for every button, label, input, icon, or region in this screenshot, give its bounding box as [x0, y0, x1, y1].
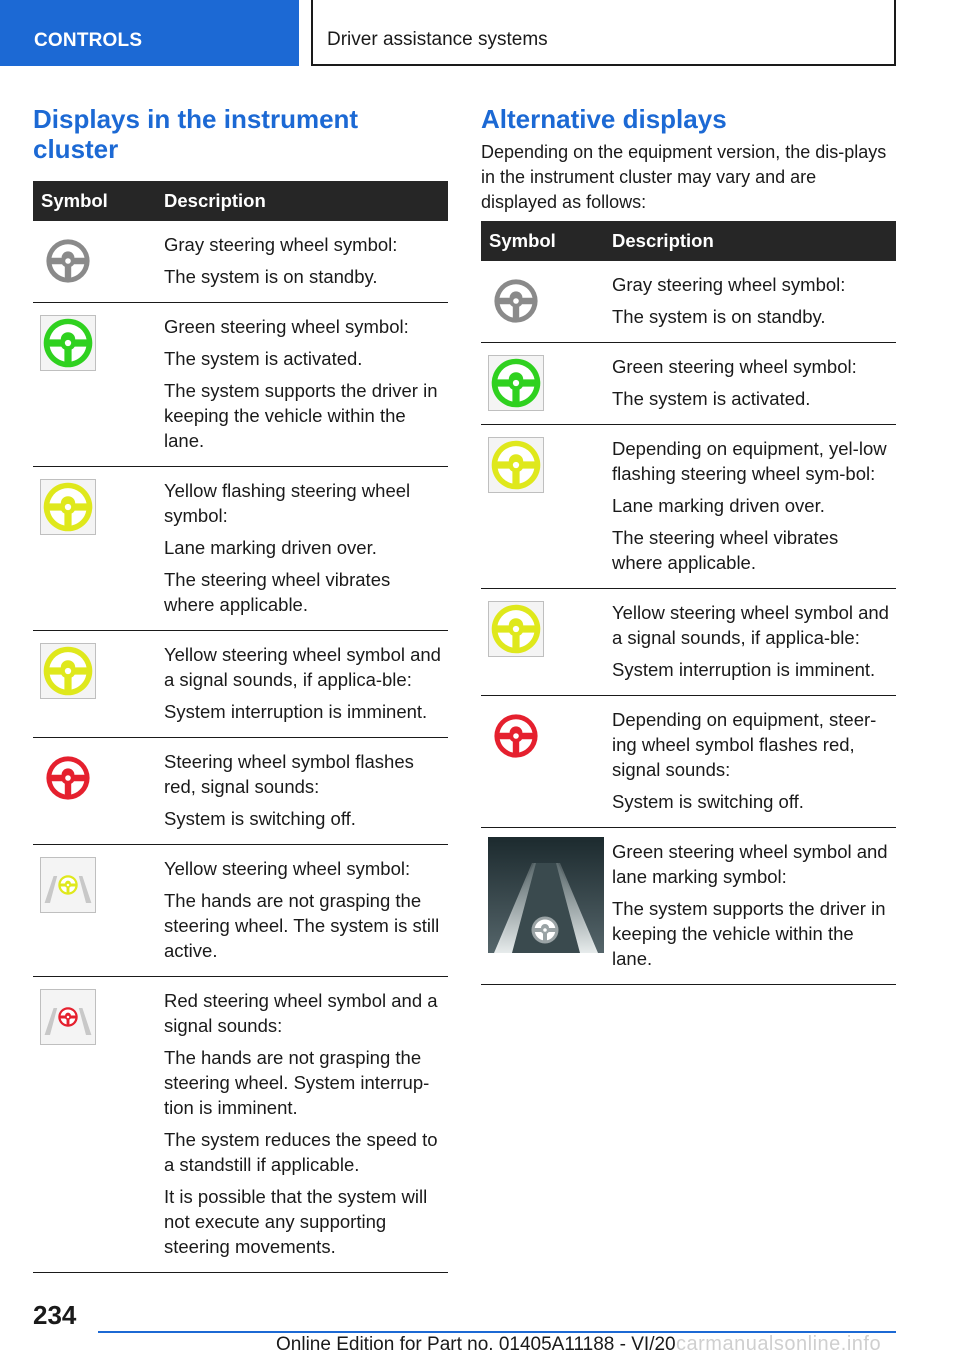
description-line: The system reduces the speed to a standstill if applicable.: [164, 1129, 438, 1175]
description-cell: [158, 738, 448, 845]
steering-wheel-green-icon: [40, 315, 96, 371]
description-line: The hands are not grasping the steering wheel. The system is still active.: [164, 890, 440, 961]
steering-wheel-green-icon: [488, 355, 544, 411]
table-row: [481, 696, 896, 828]
symbol-cell: [33, 977, 158, 1273]
right-table-body: [481, 261, 896, 985]
table-row: [481, 828, 896, 985]
left-column: [33, 104, 448, 1273]
description-cell: [606, 589, 896, 696]
table-row: [33, 221, 448, 303]
description-line: The system is activated.: [612, 388, 811, 409]
description-cell: [606, 828, 896, 985]
description-line: Yellow flashing steering wheel symbol:: [164, 480, 411, 526]
description-line: Depending on equipment, yel-low flashing steering wheel sym-bol:: [612, 438, 887, 484]
description-line: Gray steering wheel symbol:: [612, 274, 846, 295]
table-row: [33, 631, 448, 738]
symbol-cell: [33, 221, 158, 303]
description-line: System interruption is imminent.: [612, 659, 876, 680]
steering-wheel-yellow-flashing-icon: [40, 479, 96, 535]
symbol-cell: [481, 828, 606, 985]
steering-wheel-yellow-icon: [40, 643, 96, 699]
symbol-cell: [33, 631, 158, 738]
table-header-row: [481, 221, 896, 261]
lane-marking-display-icon: [488, 837, 604, 953]
right-column: [481, 104, 896, 985]
table-row: [33, 467, 448, 631]
description-line: Gray steering wheel symbol:: [164, 234, 398, 255]
description-line: The system supports the driver in keeping the vehicle within the lane.: [612, 898, 886, 969]
table-row: [33, 738, 448, 845]
table-row: [481, 425, 896, 589]
description-line: Depending on equipment, steer-ing wheel symbol flashes red, signal sounds:: [612, 709, 877, 780]
steering-wheel-red-icon: [40, 750, 96, 806]
symbol-cell: [33, 303, 158, 467]
right-intro: Depending on the equipment version, the dis-plays in the instrument cluster may vary and are displayed as follows:: [481, 142, 887, 212]
steering-wheel-yellow-icon: [488, 601, 544, 657]
description-cell: [606, 343, 896, 425]
table-row: [481, 343, 896, 425]
description-line: System is switching off.: [164, 808, 356, 829]
watermark: carmanualsonline.info: [676, 1333, 882, 1355]
chapter-label: Driver assistance systems: [327, 29, 548, 50]
description-cell: [158, 303, 448, 467]
description-column-header: Description: [606, 221, 896, 261]
symbol-cell: [481, 343, 606, 425]
section-tab[interactable]: [0, 0, 299, 66]
description-line: Lane marking driven over.: [612, 495, 825, 516]
symbol-column-header: Symbol: [481, 221, 606, 261]
symbol-cell: [33, 467, 158, 631]
description-line: Green steering wheel symbol:: [164, 316, 409, 337]
description-line: Yellow steering wheel symbol and a signal sounds, if applica-ble:: [612, 602, 889, 648]
description-line: Green steering wheel symbol and lane marking symbol:: [612, 841, 888, 887]
description-line: Yellow steering wheel symbol:: [164, 858, 411, 879]
table-row: [33, 977, 448, 1273]
description-line: Steering wheel symbol flashes red, signal sounds:: [164, 751, 414, 797]
description-line: The steering wheel vibrates where applicable.: [612, 527, 839, 573]
description-cell: [158, 977, 448, 1273]
page-header: [0, 0, 960, 66]
steering-wheel-yellow-flashing-icon: [488, 437, 544, 493]
steering-wheel-gray-icon: [488, 273, 544, 329]
description-line: Lane marking driven over.: [164, 537, 377, 558]
steering-wheel-red-icon: [488, 708, 544, 764]
description-cell: [606, 425, 896, 589]
symbol-column-header: Symbol: [33, 181, 158, 221]
steering-wheel-red-lanes-icon: [40, 989, 96, 1045]
right-heading: Alternative displays: [481, 104, 727, 134]
description-column-header: Description: [158, 181, 448, 221]
description-cell: [606, 696, 896, 828]
page-number: 234: [33, 1300, 77, 1330]
description-cell: [158, 221, 448, 303]
table-row: [33, 845, 448, 977]
table-row: [481, 261, 896, 343]
description-line: The steering wheel vibrates where applicable.: [164, 569, 391, 615]
description-line: System is switching off.: [612, 791, 804, 812]
left-heading: Displays in the instrument cluster: [33, 104, 359, 164]
table-header-row: [33, 181, 448, 221]
edition-text: Online Edition for Part no. 01405A11188 - VI/20: [276, 1334, 676, 1355]
symbol-cell: [33, 738, 158, 845]
description-cell: [158, 631, 448, 738]
symbol-cell: [481, 425, 606, 589]
description-cell: [158, 467, 448, 631]
description-line: Green steering wheel symbol:: [612, 356, 857, 377]
description-cell: [158, 845, 448, 977]
symbol-cell: [481, 261, 606, 343]
section-label: CONTROLS: [34, 30, 143, 51]
description-line: The hands are not grasping the steering wheel. System interrup-tion is imminent.: [164, 1047, 430, 1118]
description-line: System interruption is imminent.: [164, 701, 428, 722]
steering-wheel-gray-icon: [40, 233, 96, 289]
symbol-cell: [481, 696, 606, 828]
chapter-tab[interactable]: [311, 0, 896, 66]
symbol-cell: [481, 589, 606, 696]
left-symbol-table: [33, 181, 448, 1273]
description-line: Yellow steering wheel symbol and a signal sounds, if applica-ble:: [164, 644, 441, 690]
description-line: The system supports the driver in keeping the vehicle within the lane.: [164, 380, 438, 451]
description-cell: [606, 261, 896, 343]
symbol-cell: [33, 845, 158, 977]
steering-wheel-yellow-lanes-icon: [40, 857, 96, 913]
table-row: [33, 303, 448, 467]
left-table-body: [33, 221, 448, 1273]
description-line: Red steering wheel symbol and a signal sounds:: [164, 990, 438, 1036]
table-row: [481, 589, 896, 696]
description-line: The system is on standby.: [612, 306, 826, 327]
description-line: The system is activated.: [164, 348, 363, 369]
right-symbol-table: [481, 221, 896, 985]
description-line: It is possible that the system will not execute any supporting steering movements.: [164, 1186, 428, 1257]
description-line: The system is on standby.: [164, 266, 378, 287]
